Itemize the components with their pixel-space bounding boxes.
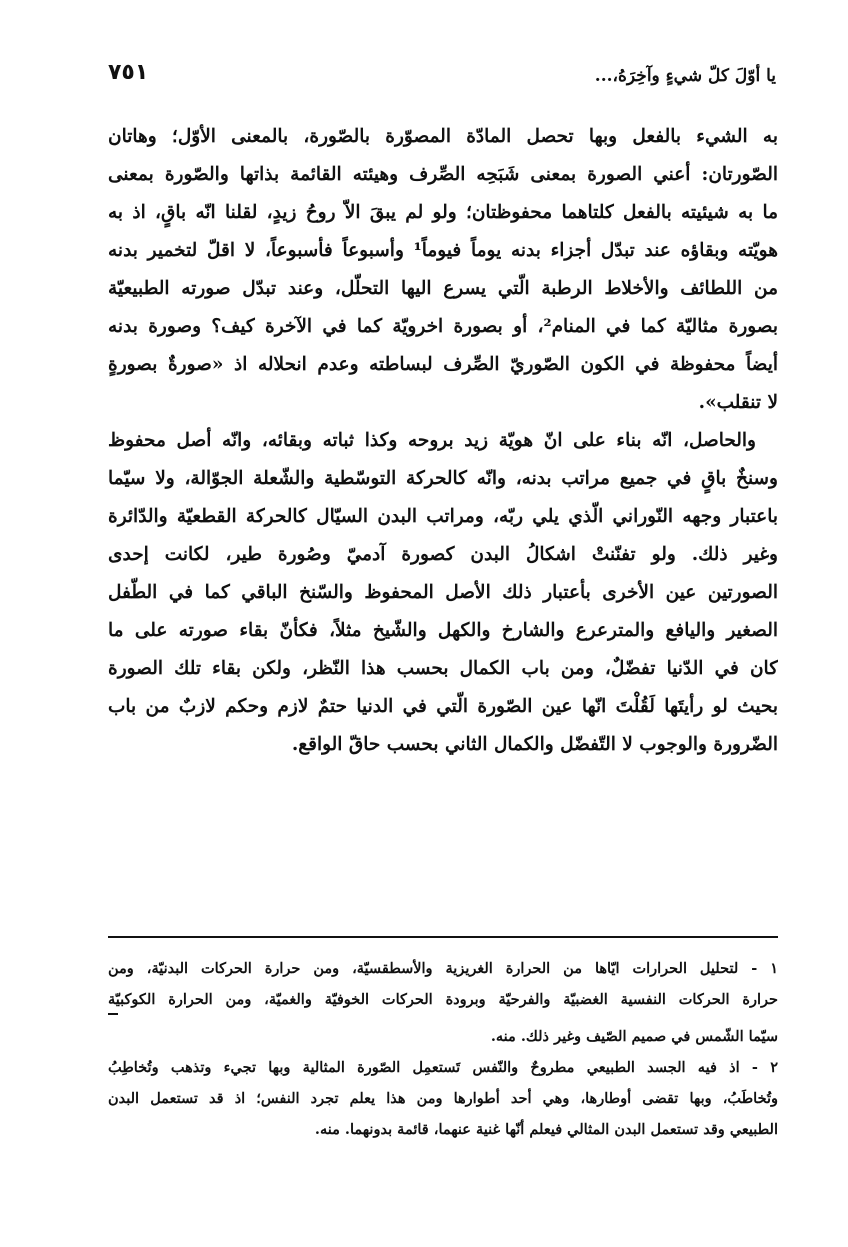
text-line: الصورتين عين الأخرى بأعتبار ذلك الأصل المحفوظ والسّنخ الباقي كما في الطّفل — [108, 582, 778, 603]
text-line: من اللطائف والأخلاط الرطبة الّتي يسرع اليها التحلّل، وعند تبدّل صورته الطبيعيّة — [108, 278, 778, 299]
text-line: بحيث لو رأيتَها لَقُلْتَ انّها عين الصّورة الّتي في الدنيا حتمٌ لازم وحكم لازبٌ من باب — [108, 696, 778, 717]
footnote-line: وتُخاطَبُ، وبها تقضى أوطارها، وهي أحد أطوارها ومن هذا يعلم تجرد النفس؛ اذ قد تستعمل البدن — [108, 1090, 778, 1107]
dash-mark — [108, 1015, 778, 1021]
paragraph-1 — [108, 118, 778, 422]
text-line: باعتبار وجهه النّوراني الّذي يلي ربّه، ومراتب البدن السيّال كالحركة القطعيّة والدّائرة — [108, 506, 778, 527]
page-number: ٧٥١ — [108, 60, 149, 85]
footnote-line: حرارة الحركات النفسية الغضبيّة والفرحيّة وبرودة الحركات الخوفيّة والغميّة، ومن الحرارة الكوكبيّة — [108, 991, 778, 1008]
text-line: وسنخٌ باقٍ في جميع مراتب بدنه، وانّه كالحركة التوسّطية والشّعلة الجوّالة، ولا سيّما — [108, 468, 778, 489]
main-text — [108, 118, 778, 764]
text-line: وغير ذلك. ولو تفنّنتْ اشكالُ البدن كصورة آدميّ وصُورة طير، لكانت إحدى — [108, 544, 778, 565]
running-title: يا أوّلَ كلّ شيءٍ وآخِرَهُ،... — [594, 66, 776, 86]
footnote-line: سيّما الشّمس في صميم الصّيف وغير ذلك. منه. — [490, 1028, 778, 1045]
footnotes — [108, 953, 778, 1145]
footnote-line: الطبيعي وقد تستعمل البدن المثالي فيعلم أنّها غنية عنهما، قائمة بدونهما. منه. — [314, 1121, 778, 1138]
text-line: ما به شيئيته بالفعل كلتاهما محفوظتان؛ ولو لم يبقَ الاّ روحُ زيدٍ، لقلنا انّه باقٍ، اذ به — [108, 202, 778, 223]
text-line: به الشيء بالفعل وبها تحصل المادّة المصوّرة بالصّورة، بالمعنى الأوّل؛ وهاتان — [108, 126, 778, 147]
footnote-line: ١ - لتحليل الحرارات ايّاها من الحرارة الغريزية والأسطقسيّة، ومن حرارة الحركات البدنيّة، ومن — [108, 960, 778, 977]
paragraph-2 — [108, 422, 778, 764]
footnote-1 — [108, 953, 778, 1052]
text-line: الصغير واليافع والمترعرع والشارخ والكهل والشّيخ مثلاً، فكأنّ بقاء صورته على ما — [108, 620, 778, 641]
text-line: والحاصل، انّه بناء على انّ هويّة زيد بروحه وكذا ثباته وبقائه، وانّه أصل محفوظ — [108, 430, 756, 451]
footnote-2 — [108, 1052, 778, 1145]
text-line: بصورة مثاليّة كما في المنام²، أو بصورة اخرويّة كما في الآخرة كيف؟ وصورة بدنه — [108, 316, 778, 337]
footnote-line: ٢ - اذ فيه الجسد الطبيعي مطروحٌ والنّفس تَستعمِل الصّورة المثالية وبها تجيء وتذهب وتُخاطِبُ — [108, 1059, 778, 1076]
text-line: لا تنقلب». — [698, 392, 778, 413]
text-line: كان في الدّنيا تفضّلٌ، ومن باب الكمال بحسب هذا النّظر، ولكن بقاء تلك الصورة — [108, 658, 778, 679]
text-line: أيضاً محفوظة في الكون الصّوريّ الصِّرف لبساطته وعدم انحلاله اذ «صورةٌ بصورةٍ — [108, 354, 778, 375]
text-line: الضّرورة والوجوب لا التّفضّل والكمال الثاني بحسب حاقّ الواقع. — [291, 734, 778, 755]
text-line: الصّورتان: أعني الصورة بمعنى شَبَحِه الصِّرف وهيئته القائمة بذاتها والصّورة بمعنى — [108, 164, 778, 185]
footnote-separator — [108, 936, 778, 938]
text-line: هويّته وبقاؤه عند تبدّل أجزاء بدنه يوماً فيوماً¹ وأسبوعاً فأسبوعاً، لا اقلّ لتخمير بدنه — [108, 240, 778, 261]
